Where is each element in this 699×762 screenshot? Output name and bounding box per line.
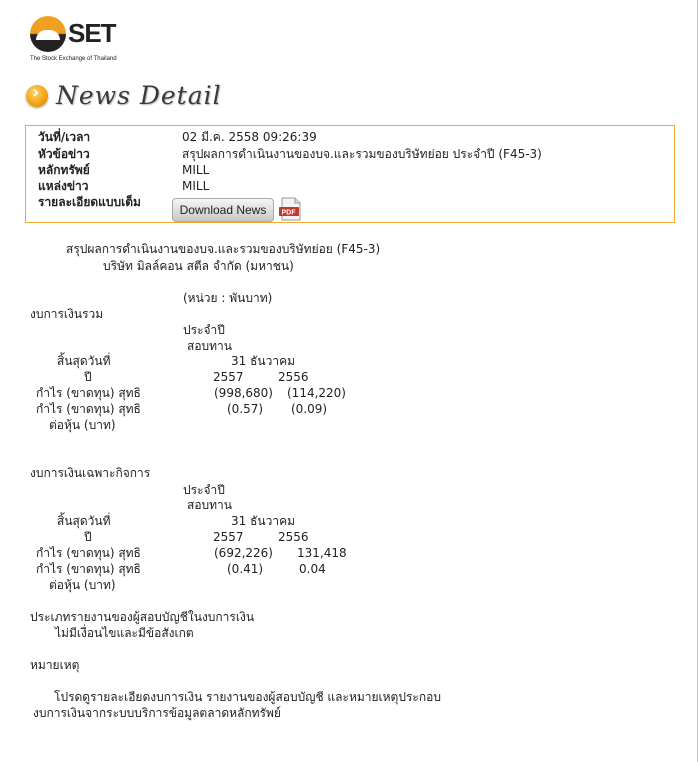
logo-name: SET [68,18,116,48]
security-value: MILL [182,163,210,177]
separate-end-value: 31 ธันวาคม [231,514,296,528]
info-row-date [38,130,317,144]
separate-eps2: 0.04 [299,562,326,576]
consolidated-end-value: 31 ธันวาคม [231,354,296,368]
info-row-source [38,179,210,193]
separate-year2: 2556 [278,530,309,544]
detail-label: รายละเอียดแบบเต็ม [38,195,141,209]
download-news-button[interactable]: Download News [172,198,274,222]
separate-year1: 2557 [213,530,244,544]
note-line1: โปรดดูรายละเอียดงบการเงิน รายงานของผู้สอบบัญชี และหมายเหตุประกอบ [54,690,441,704]
audit-value: ไม่มีเงื่อนไขและมีข้อสังเกต [55,626,194,640]
separate-year-label: ปี [84,530,92,544]
source-value: MILL [182,179,210,193]
set-logo[interactable] [30,16,160,66]
consolidated-eps1: (0.57) [227,402,264,416]
separate-profit1: (692,226) [214,546,273,560]
consolidated-audit: สอบทาน [187,339,232,353]
news-info-box [25,125,675,223]
logo-subtitle: The Stock Exchange of Thailand [30,56,117,62]
topic-value: สรุปผลการดำเนินงานของบจ.และรวมของบริษัทย่อย ประจำปี (F45-3) [182,147,542,161]
security-label: หลักทรัพย์ [38,163,90,177]
source-label: แหล่งข่าว [38,179,89,193]
separate-profit-label: กำไร (ขาดทุน) สุทธิ [36,546,141,560]
body-title: สรุปผลการดำเนินงานของบจ.และรวมของบริษัทย่อย (F45-3) [66,242,381,256]
separate-period: ประจำปี [183,483,225,497]
date-label: วันที่/เวลา [38,130,91,144]
consolidated-heading: งบการเงินรวม [30,307,104,321]
note-line2: งบการเงินจากระบบบริการข้อมูลตลาดหลักทรัพย์ [33,706,281,720]
consolidated-year2: 2556 [278,370,309,384]
consolidated-year1: 2557 [213,370,244,384]
arrow-bullet-icon [26,85,48,107]
separate-eps1: (0.41) [227,562,264,576]
separate-heading: งบการเงินเฉพาะกิจการ [30,466,151,480]
separate-eps-label: กำไร (ขาดทุน) สุทธิ [36,562,141,576]
consolidated-end-label: สิ้นสุดวันที่ [57,354,111,368]
consolidated-profit1: (998,680) [214,386,273,400]
consolidated-profit-label: กำไร (ขาดทุน) สุทธิ [36,386,141,400]
set-logo-icon [30,16,66,52]
info-row-detail [38,195,141,209]
info-row-topic [38,147,542,161]
consolidated-eps-label: กำไร (ขาดทุน) สุทธิ [36,402,141,416]
consolidated-period: ประจำปี [183,323,225,337]
heading-title: News Detail [56,81,222,110]
separate-audit: สอบทาน [187,498,232,512]
pdf-label: PDF [281,209,296,217]
consolidated-eps2: (0.09) [291,402,328,416]
date-value: 02 มี.ค. 2558 09:26:39 [182,130,317,144]
topic-label: หัวข้อข่าว [38,147,90,161]
unit-label: (หน่วย : พันบาท) [183,291,273,305]
separate-per-share: ต่อหุ้น (บาท) [49,578,116,592]
note-heading: หมายเหตุ [30,658,80,672]
consolidated-year-label: ปี [84,370,92,384]
page-border [697,0,698,762]
audit-heading: ประเภทรายงานของผู้สอบบัญชีในงบการเงิน [30,610,255,624]
company-name: บริษัท มิลล์คอน สตีล จำกัด (มหาชน) [103,259,294,273]
consolidated-per-share: ต่อหุ้น (บาท) [49,418,116,432]
consolidated-profit2: (114,220) [287,386,346,400]
separate-end-label: สิ้นสุดวันที่ [57,514,111,528]
separate-profit2: 131,418 [297,546,347,560]
pdf-icon[interactable] [278,196,304,222]
info-row-security [38,163,210,177]
